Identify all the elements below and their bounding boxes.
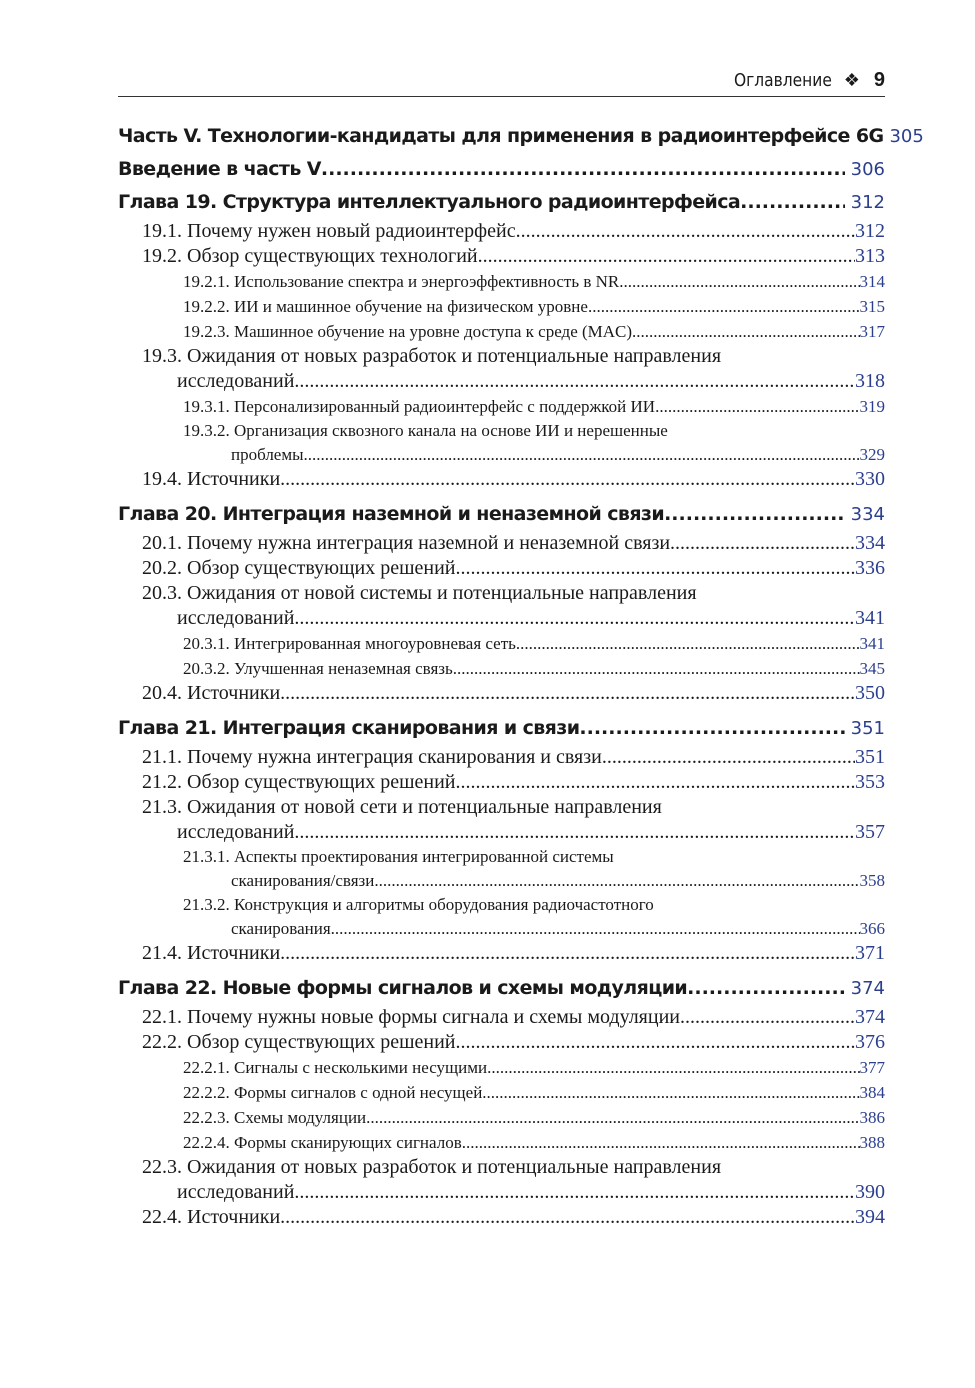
toc-entry-title: сканирования/связи xyxy=(231,871,375,890)
toc-entry-title: Глава 19. Структура интеллектуального радиоинтерфейса xyxy=(118,191,741,213)
toc-entry-page: 388 xyxy=(859,1133,885,1152)
toc-entry-page: 386 xyxy=(859,1108,885,1127)
leader-dots xyxy=(294,369,855,394)
leader-dots xyxy=(455,1030,855,1055)
toc-entry-page: 330 xyxy=(855,468,885,490)
toc-entry-page: 390 xyxy=(855,1181,885,1203)
toc-section-20-4[interactable] xyxy=(118,681,885,706)
toc-section-21-3[interactable] xyxy=(118,820,885,845)
toc-entry-page: 345 xyxy=(859,659,885,678)
toc-entry-title: 19.2.1. Использование спектра и энергоэффективность в NR xyxy=(183,272,620,291)
toc-subsection-22-2-2[interactable] xyxy=(118,1080,885,1105)
toc-entry-page: 384 xyxy=(859,1083,885,1102)
leader-dots xyxy=(579,712,844,745)
toc-subsection-20-3-2[interactable] xyxy=(118,656,885,681)
toc-section-21-1[interactable] xyxy=(118,745,885,770)
leader-dots xyxy=(294,820,855,845)
diamond-ornament-icon: ❖ xyxy=(843,70,860,90)
toc-entry-page: 374 xyxy=(855,1006,885,1028)
leader-dots xyxy=(632,319,859,344)
toc-section-20-3[interactable] xyxy=(118,606,885,631)
leader-dots xyxy=(280,941,855,966)
toc-entry-title: исследований xyxy=(177,607,295,629)
toc-entry-page: 334 xyxy=(855,532,885,554)
leader-dots xyxy=(588,294,860,319)
toc-entry-page: 319 xyxy=(859,397,885,416)
toc-entry-title: Часть V. Технологии-кандидаты для применения в радиоинтерфейсе 6G xyxy=(118,125,884,147)
toc-entry-title: 20.3.2. Улучшенная неназемная связь xyxy=(183,659,453,678)
page-number: 9 xyxy=(873,69,885,91)
toc-chapter-20[interactable] xyxy=(118,498,885,531)
toc-section-21-3-line1[interactable]: 21.3. Ожидания от новой сети и потенциальные направления xyxy=(142,796,662,818)
toc-section-22-2[interactable] xyxy=(118,1030,885,1055)
leader-dots xyxy=(516,631,860,656)
toc-subsection-19-2-2[interactable] xyxy=(118,294,885,319)
toc-section-22-4[interactable] xyxy=(118,1205,885,1230)
toc-section-19-1[interactable] xyxy=(118,219,885,244)
leader-dots xyxy=(687,972,845,1005)
toc-chapter-21[interactable] xyxy=(118,712,885,745)
toc-section-22-3[interactable] xyxy=(118,1180,885,1205)
leader-dots xyxy=(331,916,860,941)
toc-entry-page: 353 xyxy=(855,771,885,793)
toc-subsection-19-3-1[interactable] xyxy=(118,394,885,419)
toc-subsection-19-2-3[interactable] xyxy=(118,319,885,344)
toc-intro-entry[interactable] xyxy=(118,153,885,186)
toc-entry-page: 366 xyxy=(859,919,885,938)
toc-subsection-19-3-2[interactable] xyxy=(118,442,885,467)
leader-dots xyxy=(294,1180,855,1205)
toc-entry-title: Глава 21. Интеграция сканирования и связи xyxy=(118,717,580,739)
toc-chapter-22[interactable] xyxy=(118,972,885,1005)
toc-entry-title: проблемы xyxy=(231,445,304,464)
toc-entry-title: 20.3.1. Интегрированная многоуровневая сеть xyxy=(183,634,516,653)
toc-entry-page: 315 xyxy=(859,297,885,316)
leader-dots xyxy=(462,1130,860,1155)
leader-dots xyxy=(664,498,845,531)
toc-entry-title: 22.2.1. Сигналы с несколькими несущими xyxy=(183,1058,488,1077)
toc-entry-page: 341 xyxy=(859,634,885,653)
toc-section-19-4[interactable] xyxy=(118,467,885,492)
toc-subsection-21-3-1-line1[interactable]: 21.3.1. Аспекты проектирования интегрированной системы xyxy=(183,847,614,866)
toc-section-20-3-line1[interactable]: 20.3. Ожидания от новой системы и потенциальные направления xyxy=(142,582,697,604)
leader-dots xyxy=(453,656,860,681)
toc-entry-title: 20.1. Почему нужна интеграция наземной и неназемной связи xyxy=(142,532,671,554)
toc-entry-title: Глава 20. Интеграция наземной и неназемной связи xyxy=(118,503,665,525)
toc-subsection-20-3-1[interactable] xyxy=(118,631,885,656)
toc-entry-title: 21.1. Почему нужна интеграция сканирования и связи xyxy=(142,746,602,768)
toc-entry-page: 357 xyxy=(855,821,885,843)
toc-entry-title: 19.2.2. ИИ и машинное обучение на физическом уровне xyxy=(183,297,588,316)
leader-dots xyxy=(280,467,855,492)
leader-dots xyxy=(487,1055,859,1080)
toc-section-22-1[interactable] xyxy=(118,1005,885,1030)
toc-entry-page: 317 xyxy=(859,322,885,341)
toc-entry-title: исследований xyxy=(177,1181,295,1203)
toc-subsection-19-3-2-line1[interactable]: 19.3.2. Организация сквозного канала на основе ИИ и нерешенные xyxy=(183,421,668,440)
toc-section-19-3[interactable] xyxy=(118,369,885,394)
toc-entry-page: 341 xyxy=(855,607,885,629)
leader-dots xyxy=(602,745,855,770)
toc-entry-title: сканирования xyxy=(231,919,331,938)
toc-section-22-3-line1[interactable]: 22.3. Ожидания от новых разработок и потенциальные направления xyxy=(142,1156,722,1178)
toc-entry-page: 374 xyxy=(850,978,885,999)
toc-entry-page: 306 xyxy=(850,159,885,180)
leader-dots xyxy=(366,1105,859,1130)
leader-dots xyxy=(374,868,859,893)
toc-section-19-2[interactable] xyxy=(118,244,885,269)
toc-entry-page: 312 xyxy=(855,220,885,242)
toc-entry-page: 358 xyxy=(859,871,885,890)
toc-entry-title: Глава 22. Новые формы сигналов и схемы модуляции xyxy=(118,977,688,999)
toc-subsection-21-3-1[interactable] xyxy=(118,868,885,893)
toc-entry-title: Введение в часть V xyxy=(118,158,321,180)
leader-dots xyxy=(455,770,855,795)
toc-entry-page: 305 xyxy=(889,126,924,147)
leader-dots xyxy=(478,244,855,269)
toc-subsection-19-2-1[interactable] xyxy=(118,269,885,294)
toc-section-21-4[interactable] xyxy=(118,941,885,966)
leader-dots xyxy=(680,1005,855,1030)
leader-dots xyxy=(482,1080,859,1105)
leader-dots xyxy=(304,442,860,467)
toc-entry-page: 312 xyxy=(850,192,885,213)
toc-entry-title: 22.2.2. Формы сигналов с одной несущей xyxy=(183,1083,483,1102)
leader-dots xyxy=(655,394,859,419)
toc-entry-title: 19.1. Почему нужен новый радиоинтерфейс xyxy=(142,220,516,242)
toc-subsection-22-2-3[interactable] xyxy=(118,1105,885,1130)
toc-entry-title: 19.3.1. Персонализированный радиоинтерфейс с поддержкой ИИ xyxy=(183,397,656,416)
toc-part-entry[interactable] xyxy=(118,120,924,153)
toc-entry-page: 350 xyxy=(855,682,885,704)
toc-chapter-19[interactable] xyxy=(118,186,885,219)
toc-subsection-22-2-4[interactable] xyxy=(118,1130,885,1155)
toc-entry-title: 21.4. Источники xyxy=(142,942,281,964)
table-of-contents xyxy=(118,120,924,1230)
toc-entry-page: 336 xyxy=(855,557,885,579)
toc-entry-title: исследований xyxy=(177,821,295,843)
leader-dots xyxy=(280,1205,855,1230)
toc-entry-page: 334 xyxy=(850,504,885,525)
toc-entry-title: 19.2. Обзор существующих технологий xyxy=(142,245,478,267)
toc-entry-title: 22.2.4. Формы сканирующих сигналов xyxy=(183,1133,462,1152)
toc-entry-page: 351 xyxy=(855,746,885,768)
toc-section-20-1[interactable] xyxy=(118,531,885,556)
leader-dots xyxy=(516,219,855,244)
toc-section-21-2[interactable] xyxy=(118,770,885,795)
leader-dots xyxy=(670,531,855,556)
toc-entry-page: 371 xyxy=(855,942,885,964)
leader-dots xyxy=(740,186,845,219)
leader-dots xyxy=(321,153,845,186)
toc-entry-title: 22.2. Обзор существующих решений xyxy=(142,1031,456,1053)
toc-entry-title: 19.4. Источники xyxy=(142,468,281,490)
toc-entry-title: исследований xyxy=(177,370,295,392)
toc-entry-title: 21.2. Обзор существующих решений xyxy=(142,771,456,793)
toc-entry-page: 313 xyxy=(855,245,885,267)
running-header xyxy=(718,69,885,92)
page-header xyxy=(118,64,885,97)
toc-entry-page: 377 xyxy=(859,1058,885,1077)
leader-dots xyxy=(294,606,855,631)
toc-entry-title: 20.4. Источники xyxy=(142,682,281,704)
toc-section-19-3-line1[interactable]: 19.3. Ожидания от новых разработок и потенциальные направления xyxy=(142,345,722,367)
leader-dots xyxy=(619,269,859,294)
running-title: Оглавление xyxy=(733,70,832,91)
toc-subsection-21-3-2-line1[interactable]: 21.3.2. Конструкция и алгоритмы оборудования радиочастотного xyxy=(183,895,654,914)
toc-entry-page: 314 xyxy=(859,272,885,291)
toc-entry-title: 20.2. Обзор существующих решений xyxy=(142,557,456,579)
toc-entry-page: 351 xyxy=(850,718,885,739)
leader-dots xyxy=(280,681,855,706)
toc-entry-page: 394 xyxy=(855,1206,885,1228)
toc-entry-page: 376 xyxy=(855,1031,885,1053)
toc-subsection-22-2-1[interactable] xyxy=(118,1055,885,1080)
toc-entry-page: 329 xyxy=(859,445,885,464)
leader-dots xyxy=(455,556,855,581)
toc-entry-title: 22.1. Почему нужны новые формы сигнала и схемы модуляции xyxy=(142,1006,680,1028)
toc-entry-title: 22.2.3. Схемы модуляции xyxy=(183,1108,367,1127)
toc-entry-title: 22.4. Источники xyxy=(142,1206,281,1228)
toc-subsection-21-3-2[interactable] xyxy=(118,916,885,941)
toc-entry-page: 318 xyxy=(855,370,885,392)
toc-entry-title: 19.2.3. Машинное обучение на уровне доступа к среде (MAC) xyxy=(183,322,633,341)
toc-section-20-2[interactable] xyxy=(118,556,885,581)
